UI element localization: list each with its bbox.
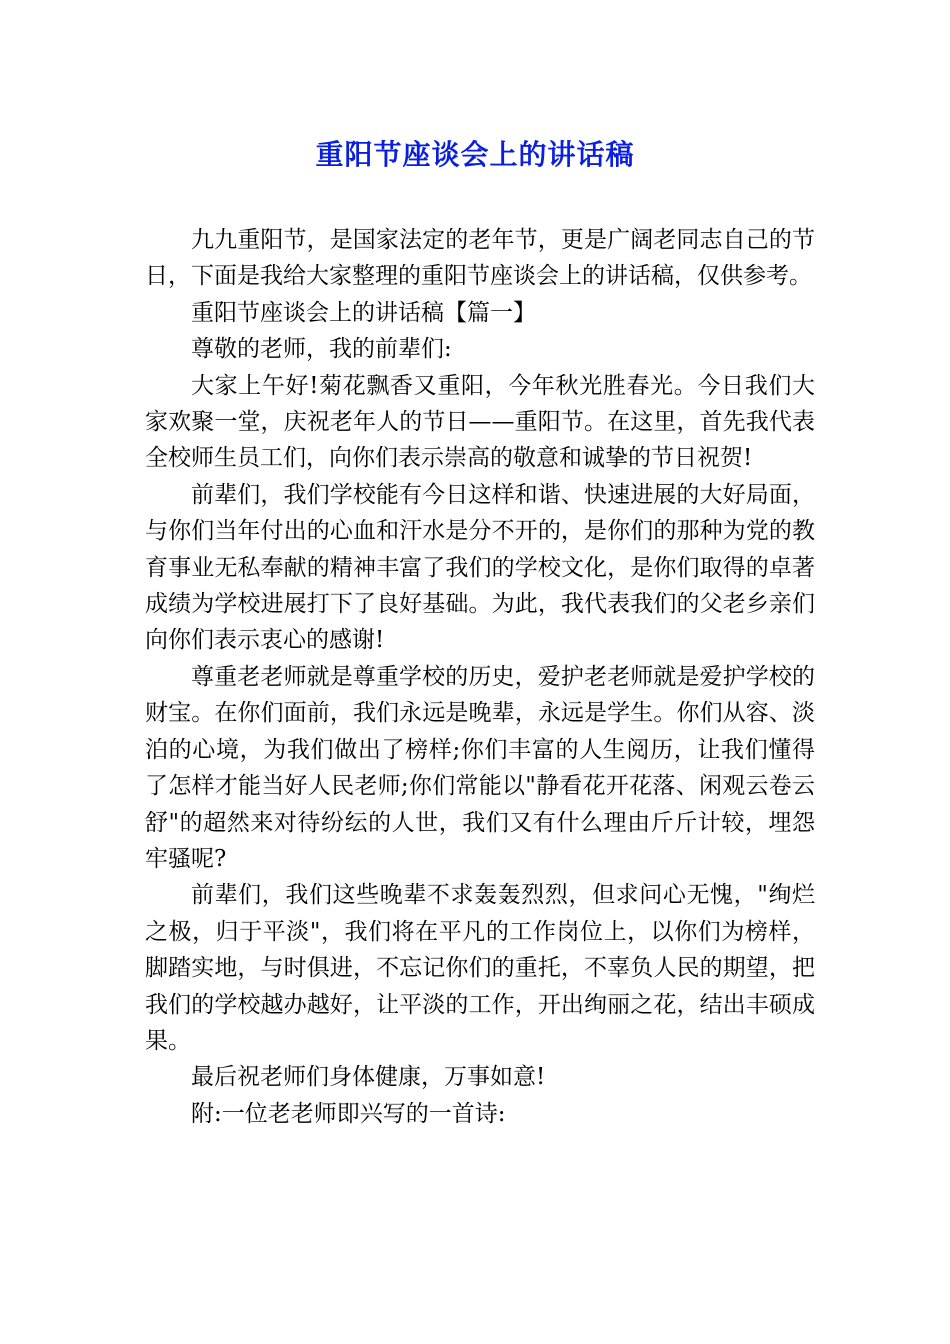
- paragraph: 前辈们，我们这些晚辈不求轰轰烈烈，但求问心无愧，"绚烂之极，归于平淡"，我们将在平凡的工作岗位上，以你们为榜样，脚踏实地，与时俱进，不忘记你们的重托，不辜负人民的期望，把我们的学校越办越好，让平淡的工作，开出绚丽之花，结出丰硕成果。: [145, 882, 815, 1054]
- document-body: [145, 222, 815, 1132]
- paragraph-salutation: 尊敬的老师，我的前辈们:: [191, 336, 452, 363]
- paragraph: 前辈们，我们学校能有今日这样和谐、快速进展的大好局面，与你们当年付出的心血和汗水是分不开的，是你们的那种为党的教育事业无私奉献的精神丰富了我们的学校文化，是你们取得的卓著成绩为学校进展打下了良好基础。为此，我代表我们的父老乡亲们向你们表示衷心的感谢!: [145, 481, 815, 654]
- paragraph-closing: 最后祝老师们身体健康，万事如意!: [191, 1064, 546, 1091]
- paragraph-intro: 九九重阳节，是国家法定的老年节，更是广阔老同志自己的节日，下面是我给大家整理的重阳节座谈会上的讲话稿，仅供参考。: [145, 227, 815, 290]
- document-title: 重阳节座谈会上的讲话稿: [315, 138, 635, 171]
- paragraph: 大家上午好!菊花飘香又重阳，今年秋光胜春光。今日我们大家欢聚一堂，庆祝老年人的节日——重阳节。在这里，首先我代表全校师生员工们，向你们表示崇高的敬意和诚挚的节日祝贺!: [145, 372, 815, 472]
- paragraph: 尊重老老师就是尊重学校的历史，爱护老老师就是爱护学校的财宝。在你们面前，我们永远是晚辈，永远是学生。你们从容、淡泊的心境，为我们做出了榜样;你们丰富的人生阅历，让我们懂得了怎样才能当好人民老师;你们常能以"静看花开花落、闲观云卷云舒"的超然来对待纷纭的人世，我们又有什么理由斤斤计较，埋怨牢骚呢?: [145, 663, 815, 872]
- section-heading: 重阳节座谈会上的讲话稿【篇一】: [191, 299, 536, 326]
- paragraph-appendix: 附:一位老老师即兴写的一首诗:: [191, 1100, 506, 1127]
